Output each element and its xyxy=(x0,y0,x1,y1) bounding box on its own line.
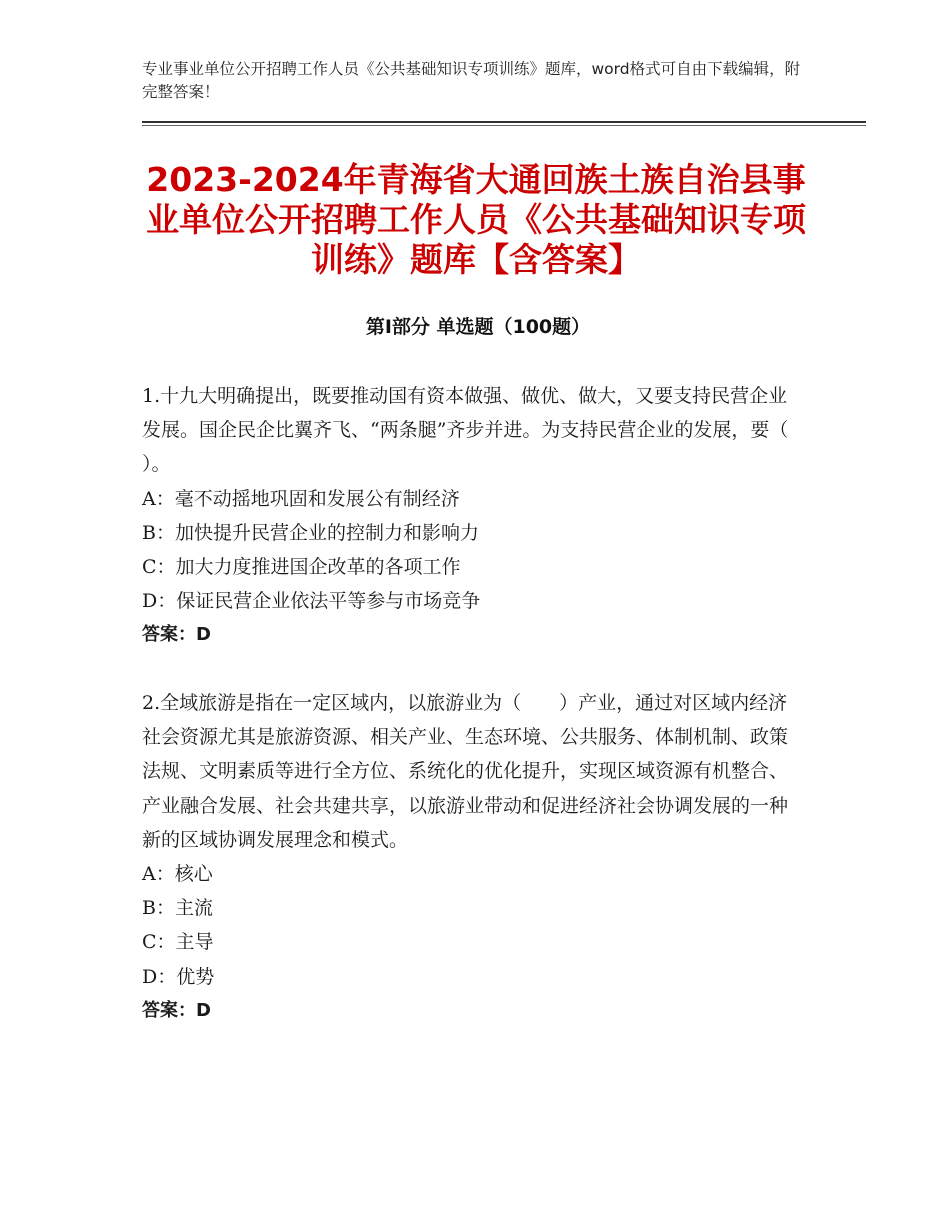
question-stem: 2.全域旅游是指在一定区域内，以旅游业为（ ）产业，通过对区域内经济社会资源尤其是旅游资源、相关产业、生态环境、公共服务、体制机制、政策法规、文明素质等进行全方位、系统化的优化提升，实现区域资源有机整合、产业融合发展、社会共建共享，以旅游业带动和促进经济社会协调发展的一种新的区域协调发展理念和模式。 xyxy=(142,692,789,851)
option-b: B：加快提升民营企业的控制力和影响力 xyxy=(142,521,479,544)
option-c: C：主导 xyxy=(142,931,214,954)
question-stem: 1.十九大明确提出，既要推动国有资本做强、做优、做大，又要支持民营企业发展。国企民企比翼齐飞、“两条腿”齐步并进。为支持民营企业的发展，要（ ）。 xyxy=(142,385,827,476)
answer: 答案：D xyxy=(142,999,211,1021)
header-rule-thick xyxy=(142,121,866,123)
header-note: 专业事业单位公开招聘工作人员《公共基础知识专项训练》题库，word格式可自由下载编辑，附完整答案！ xyxy=(142,60,801,101)
option-a: A：毫不动摇地巩固和发展公有制经济 xyxy=(142,487,460,510)
option-c: C：加大力度推进国企改革的各项工作 xyxy=(142,556,461,579)
question-1 xyxy=(142,379,827,653)
header-rule-thin xyxy=(142,125,866,126)
option-b: B：主流 xyxy=(142,897,213,920)
option-a: A：核心 xyxy=(142,863,213,886)
option-d: D：优势 xyxy=(142,965,215,988)
document-title: 2023-2024年青海省大通回族土族自治县事业单位公开招聘工作人员《公共基础知识专项训练》题库【含答案】 xyxy=(146,160,806,279)
section-heading: 第Ⅰ部分 单选题（100题） xyxy=(365,316,591,338)
question-2 xyxy=(142,686,802,1028)
answer: 答案：D xyxy=(142,624,211,646)
option-d: D：保证民营企业依法平等参与市场竞争 xyxy=(142,590,481,613)
